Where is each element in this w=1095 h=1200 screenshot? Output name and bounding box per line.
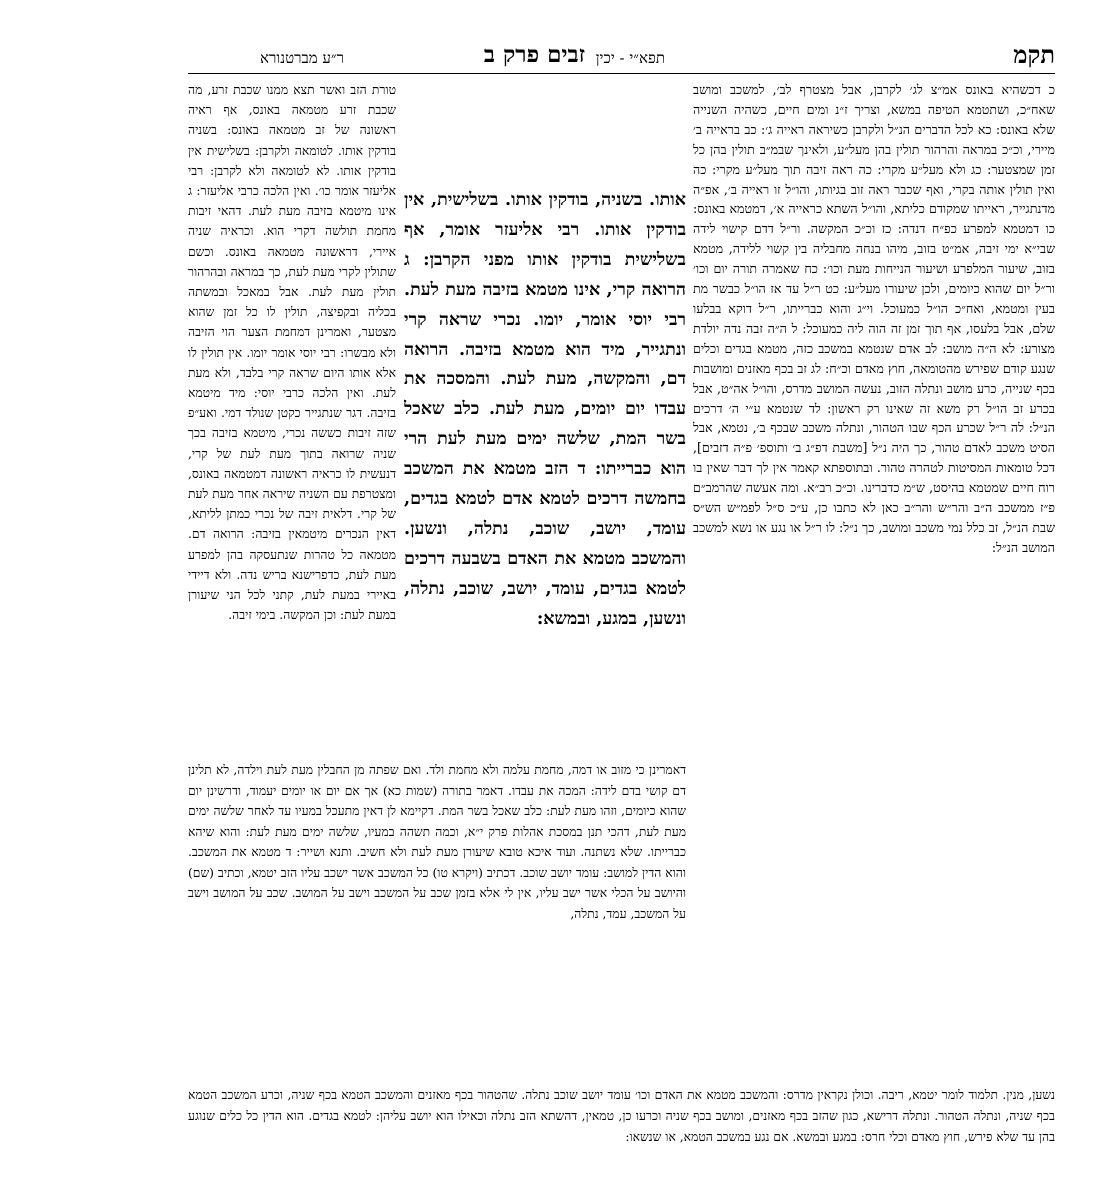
bartenura-footer: נשען, מנין. תלמוד לומר יטמא, ריבה. וכולן נקראין מדרס: והמשכב מטמא את האדם וכו׳ עומד יושב שוכב נתלה. שהטהור בכף מאזנים והמשכב הטמא בכף שניה, וכרע המשכב הטמא בכף שניה, ונתלה הטהור. ונתלה דרישא, כגון שהזב בכף מאזנים, ומושב בכף שניה וכרעו כן, טמאין, דהשתא הזב נתלה וכאילו הוא יושב עליהן: לטמא בגדים. הוא הדין כל כלים שנוגע בהן עד שלא פירש, חוץ מאדם וכלי חרס: במגע ובמשא. אם נגע במשכב הטמא, או שנשאו: (188, 1088, 1055, 1144)
yachin-subtitle: תפא״י - יכין (595, 49, 665, 67)
page-number: תקמ (1013, 40, 1055, 69)
bartenura-continued: דאמרינן כי מזוב או דמה, מחמת עלמה ולא מחמת ולד. ואם שפתה מן החבלין מעת לעת וילדה, לא תלינן דם קושי בדם לידה: המכה את עבדו. דאמר בתורה (שמות כא) אך אם יום או יומים יעמוד, ודרשינן יום שהוא כיומים, וזהו מעת לעת: כלב שאכל בשר המת. דקיימא לן דאין מתעכל במעיו עד לאחר שלשה ימים מעת לעת, דהכי תנן במסכת אהלות פרק י״א, וכמה תשהה במעיו, שלשה ימים מעת לעת: והוא שיהא כברייתו. שלא נשתנה. ועוד איכא טובא שיעורן מעת לעת ולא חשיב. ותנא ושייר: ד מטמא את המשכב. והוא הדין למושב: עומד יושב שוכב. דכתיב (ויקרא טו) כל המשכב אשר ישכב עליו הזב יטמא, וכתיב (שם) והיושב על הכלי אשר ישב עליו, אין לי אלא בזמן שכב על המשכב וישב על המושב. שכב על המושב וישב על המשכב, עמד, נתלה, (188, 763, 686, 921)
chapter-title: זבים פרק ב (483, 41, 585, 68)
yachin-commentary: כ דכשהיא באונס אמ״צ לג׳ לקרבן, אבל מצטרף לב׳, למשכב ומושב שאח״כ, ושתטמא הטיפה במשא, וצריך ז״נ ומים חיים, כשהיה השנייה שלא באונס: כא לכל הדברים הנ״ל ולקרבן כשיראה ראייה ג׳: כב בראייה ב׳ מיירי, וכ״כ במראה והרהור תולין בהן מעל״ע, ולאינך שבמ״ב תולין בהן כל זמן שמצטער: כג ולא מעל״ע מקרי: כה ראה זיבה תוך מעל״ע מקרי: כה ואין תולין אותה בקרי, ואף שכבר ראה זוב בגיותו, והו״ל זו ראייה ב׳, אפ״ה מדנתגייר, ראייתו שמקודם כליתא, והו״ל השתא כראייה א׳, דמטמא באונס: כו דמטמא למפרע כפ״ח דנדה: כז וכ״כ המקשה. ור״ל דדם קישוי לידה שבי״א ימי זיבה, אמ״ט בזוב, מיהו בנחה מחבליה בין קשוי ללידה, מטמא בזוב, שיעור המלפרע ושיעור הנייחות מעת וכו׳: כח שאמרה תורה יום וכו׳ ור״ל יום שהוא כיומים, ולכן שיעורו מעל״ע: כט ר״ל עד אז הו״ל כבשר מת בעין ומטמא, ואח״כ הו״ל כמעוכל. וי״ג והוא כברייתו, ר״ל דוקא בבלעו שלם, אבל בלעסו, אף תוך זמן זה הוה ליה כמעוכל: ל ה״ה זבה נדה יולדת מצורע: לא ה״ה מושב: לב אדם שנטמא במשכב כזה, מטמא בגדים וכלים שנגע קודם שפירש מהטומאה, חוץ מאדם וכ״ח: לג זב בכף מאזנים ומושבות בכף שנייה, כרע מושב ונתלה הזוב, נעשה המושב מדרס, והו״ל אה״ט, אבל בכרע זב הו״ל רק משא זה שאינו רק ראשון: לד שנטמא ע״י ה׳ דרכים הנ״ל: לה ר״ל שכרע הכף שבו הטהור, ונתלה משכב שבכף ב׳, נטמא, אבל הסיט משכב לאדם טהור, כך היה נ״ל [משבת דפ״ג ב׳ ותוספ׳ פ״ה דזבים], דכל טומאות המסיטות לטהרה טהור. ובתוספתא קאמר אין לך דבר שאין בו רוח חיים שמטמא בהיסט, ש״מ כדברינו. וכ״כ רב״א. ומה אעשה שהרמב״ם פ״ז ממשכב ה״ב והר״ש והר״ב כאן לא כתבו כן, ע״כ ס״ל לפמ״ש הש״ס שבת הנ״ל, זב כלל נמי משכב ומושב, כך נ״ל: לו ר״ל או נגע או נשא למשכב המושב הנ״ל: (693, 82, 1055, 555)
header-rule (188, 73, 1055, 74)
running-header (260, 38, 1055, 72)
mishnah-text: אותו. בשניה, בודקין אותו. בשלישית, אין בודקין אותו. רבי אליעזר אומר, אף בשלישית בודקין אותו מפני הקרבן: ג הרואה קרי, אינו מטמא בזיבה מעת לעת. רבי יוסי אומר, יומו. נכרי שראה קרי ונתגייר, מיד הוא מטמא בזיבה. הרואה דם, והמקשה, מעת לעת. והמסכה את עבדו יום יומים, מעת לעת. כלב שאכל בשר המת, שלשה ימים מעת לעת הרי הוא כברייתו: ד הזב מטמא את המשכב בחמשה דרכים לטמא אדם לטמא בגדים, עומד, יושב, שוכב, נתלה, ונשען. והמשכב מטמא את האדם בשבעה דרכים לטמא בגדים, עומד, יושב, שוכב, נתלה, ונשען, במגע, ובמשא: (404, 190, 686, 629)
bartenura-commentary: טורת הזב ואשר תצא ממנו שכבת זרע, מה שכבת זרע מטמאה באונס, אף ראיה ראשונה של זב מטמאה באונס: בשניה בודקין אותו. לטומאה ולקרבן: בשלישית אין בודקין אותו. לא לטומאה ולא לקרבן: רבי אליעזר אומר כו׳. ואין הלכה כרבי אליעזר: ג אינו מיטמא בזיבה מעת לעת. דהאי זיבות מחמת תולשה דקרי הוא. וכראיה שניה איירי, דראשונה מטמאה באונס. וכשם שתולין לקרי מעת לעת, כך במראה ובהרהור תולין מעת לעת. אבל במאכל ובמשתה בכליה ובקפיצה, תולין לו כל זמן שהוא מצטער, ואמרינן דמחמת הצער הוי הזיבה ולא מבשרו: רבי יוסי אומר יומו. אין תולין לו אלא אותו היום שראה קרי בלבד, ולא מעת לעת. ואין הלכה כרבי יוסי: מיד מיטמא בזיבה. דגר שנתגייר כקטן שנולד דמי. ואע״פ שזה זיבות כששה נכרי, מיטמא בזיבה בכך שניה שרואה בתוך מעת לעת של קרי, דנעשית לו כראיה ראשונה דמטמאה באונס, ומצטרפת עם השניה שיראה אחר מעת לעת של קרי. דלאית זיבה של נכרי כמתן לליתא, דאין הנכרים מיטמאין בזיבה: הרואה דם. מטמאה כל טהרות שנתעסקה בהן למפרע מעת לעת, כדפרישנא בריש נדה. ולא דיידי באיירי במעת לעת, קתני לכל הני שיעורן במעת לעת: וכן המקשה. בימי זיבה. (188, 83, 396, 623)
bartenura-title: ר״ע מברטנורא (260, 49, 344, 67)
